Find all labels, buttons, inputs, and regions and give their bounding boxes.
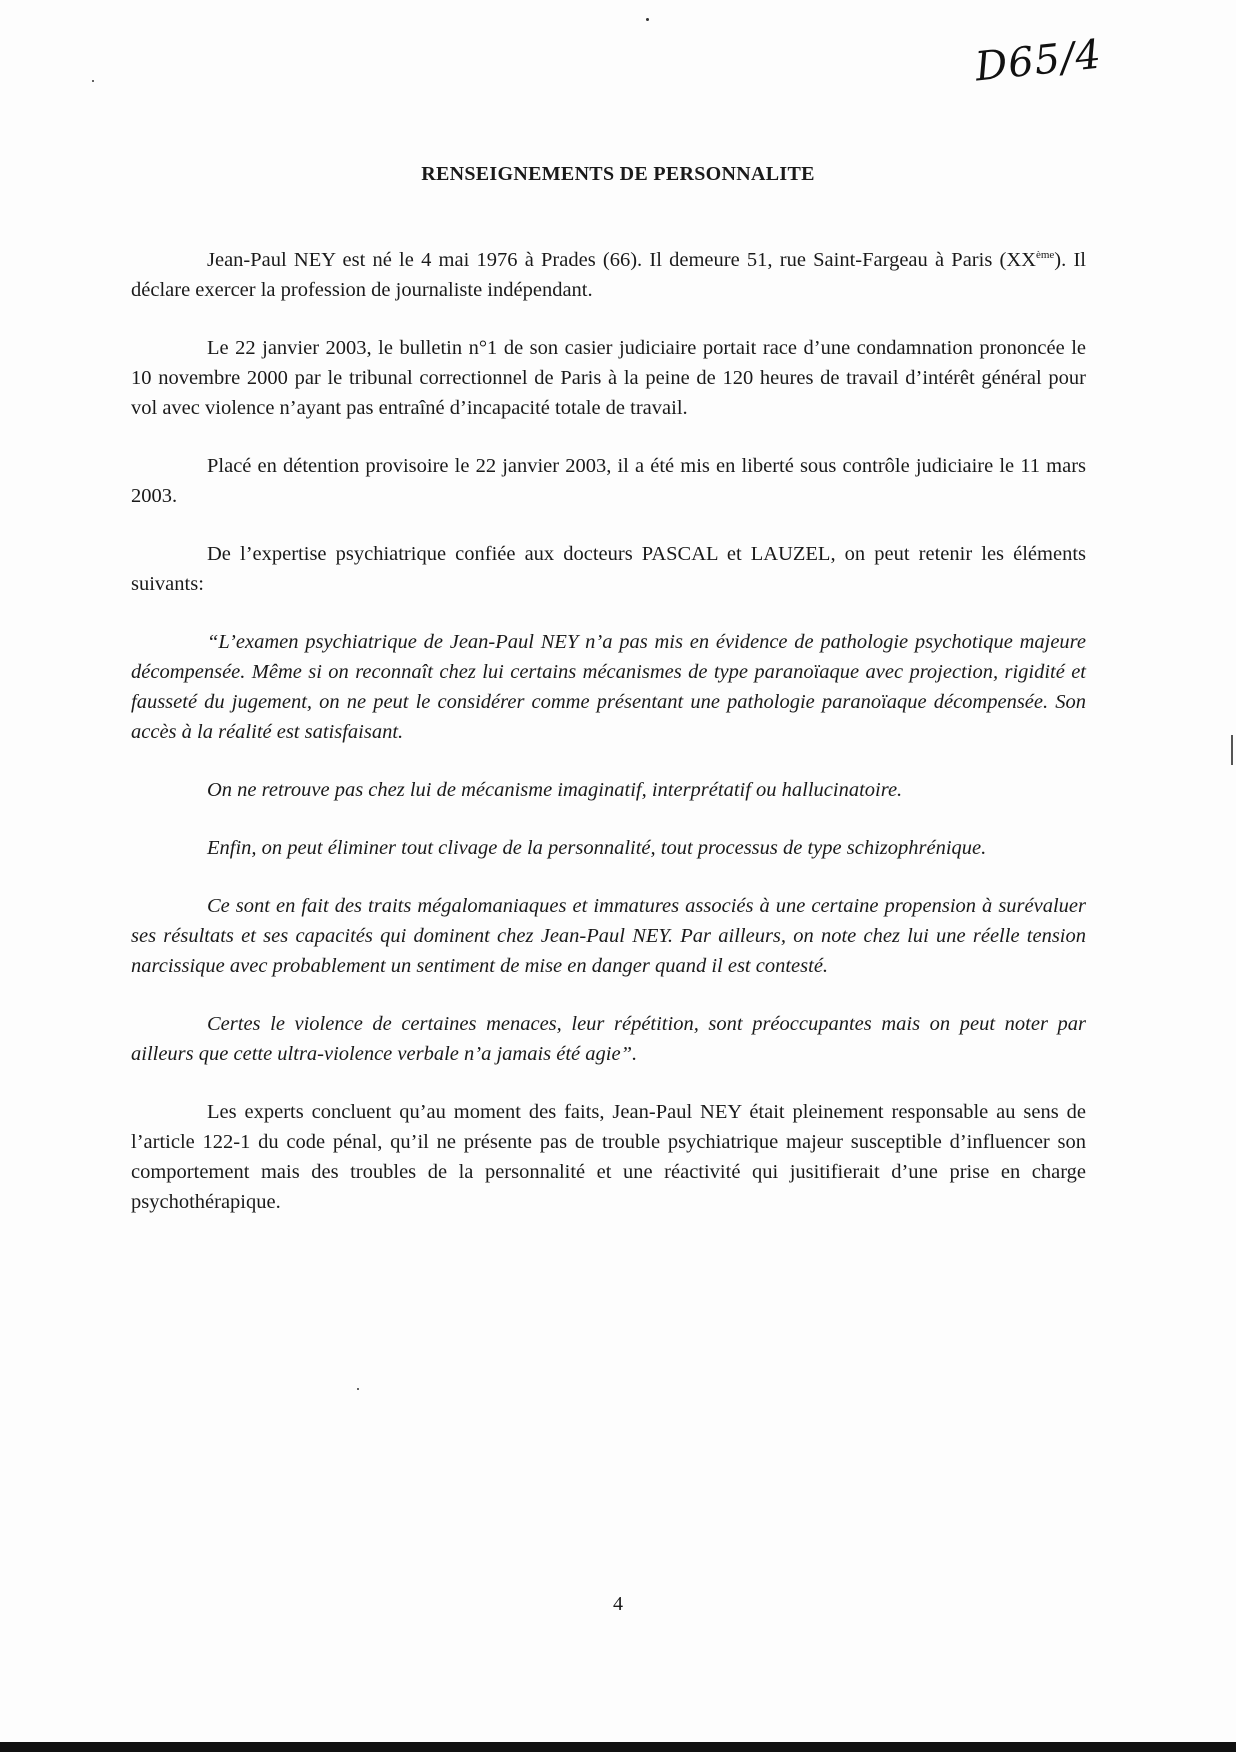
paragraph-identity-superscript: ème xyxy=(1035,249,1055,262)
quote-paragraph-3: Enfin, on peut éliminer tout clivage de la personnalité, tout processus de type schizophrénique. xyxy=(207,837,987,859)
handwritten-annotation: D65/4 xyxy=(972,31,1104,91)
paragraph-identity-text-b: ). Il déclare exercer la profession de journaliste indépendant. xyxy=(131,249,1086,301)
scan-speck xyxy=(357,1388,359,1390)
quote-paragraph-4: Ce sont en fait des traits mégalomaniaques et immatures associés à une certaine propension à surévaluer ses résultats et ses capacités qui dominent chez Jean-Paul NEY. Par ailleurs, on note chez lui une réelle tension narcissique avec probablement un sentiment de mise en danger quand il est contesté. xyxy=(131,895,1086,977)
paragraph-expertise-intro: De l’expertise psychiatrique confiée aux docteurs PASCAL et LAUZEL, on peut retenir les éléments suivants: xyxy=(131,543,1086,595)
scan-speck xyxy=(646,18,649,21)
paragraph-detention: Placé en détention provisoire le 22 janvier 2003, il a été mis en liberté sous contrôle judiciaire le 11 mars 2003. xyxy=(131,455,1086,507)
paragraph-conclusion: Les experts concluent qu’au moment des faits, Jean-Paul NEY était pleinement responsable au sens de l’article 122-1 du code pénal, qu’il ne présente pas de trouble psychiatrique majeur susceptible d’influencer son comportement mais des troubles de la personnalité et une réactivité qui jusitifierait d’une prise en charge psychothérapique. xyxy=(131,1101,1086,1213)
scan-bottom-border xyxy=(0,1742,1236,1752)
page-number: 4 xyxy=(613,1593,623,1615)
quote-paragraph-2: On ne retrouve pas chez lui de mécanisme imaginatif, interprétatif ou hallucinatoire. xyxy=(207,779,903,801)
paragraph-identity-text-a: Jean-Paul NEY est né le 4 mai 1976 à Prades (66). Il demeure 51, rue Saint-Fargeau à Paris (XX xyxy=(207,249,1036,271)
paragraph-identity xyxy=(131,245,1086,305)
quote-paragraph-5: Certes le violence de certaines menaces, leur répétition, sont préoccupantes mais on peut noter par ailleurs que cette ultra-violence verbale n’a jamais été agie”. xyxy=(131,1013,1086,1065)
paragraph-criminal-record: Le 22 janvier 2003, le bulletin n°1 de son casier judiciaire portait race d’une condamnation prononcée le 10 novembre 2000 par le tribunal correctionnel de Paris à la peine de 120 heures de travail d’intérêt général pour vol avec violence n’ayant pas entraîné d’incapacité totale de travail. xyxy=(131,337,1086,419)
document-body xyxy=(131,245,1086,1245)
scan-edge-mark xyxy=(1231,735,1233,765)
scan-speck xyxy=(92,80,94,82)
quote-paragraph-1: “L’examen psychiatrique de Jean-Paul NEY n’a pas mis en évidence de pathologie psychotique majeure décompensée. Même si on reconnaît chez lui certains mécanismes de type paranoïaque avec projection, rigidité et fausseté du jugement, on ne peut le considérer comme présentant une pathologie paranoïaque décompensée. Son accès à la réalité est satisfaisant. xyxy=(131,631,1086,743)
document-title: RENSEIGNEMENTS DE PERSONNALITE xyxy=(421,163,815,185)
